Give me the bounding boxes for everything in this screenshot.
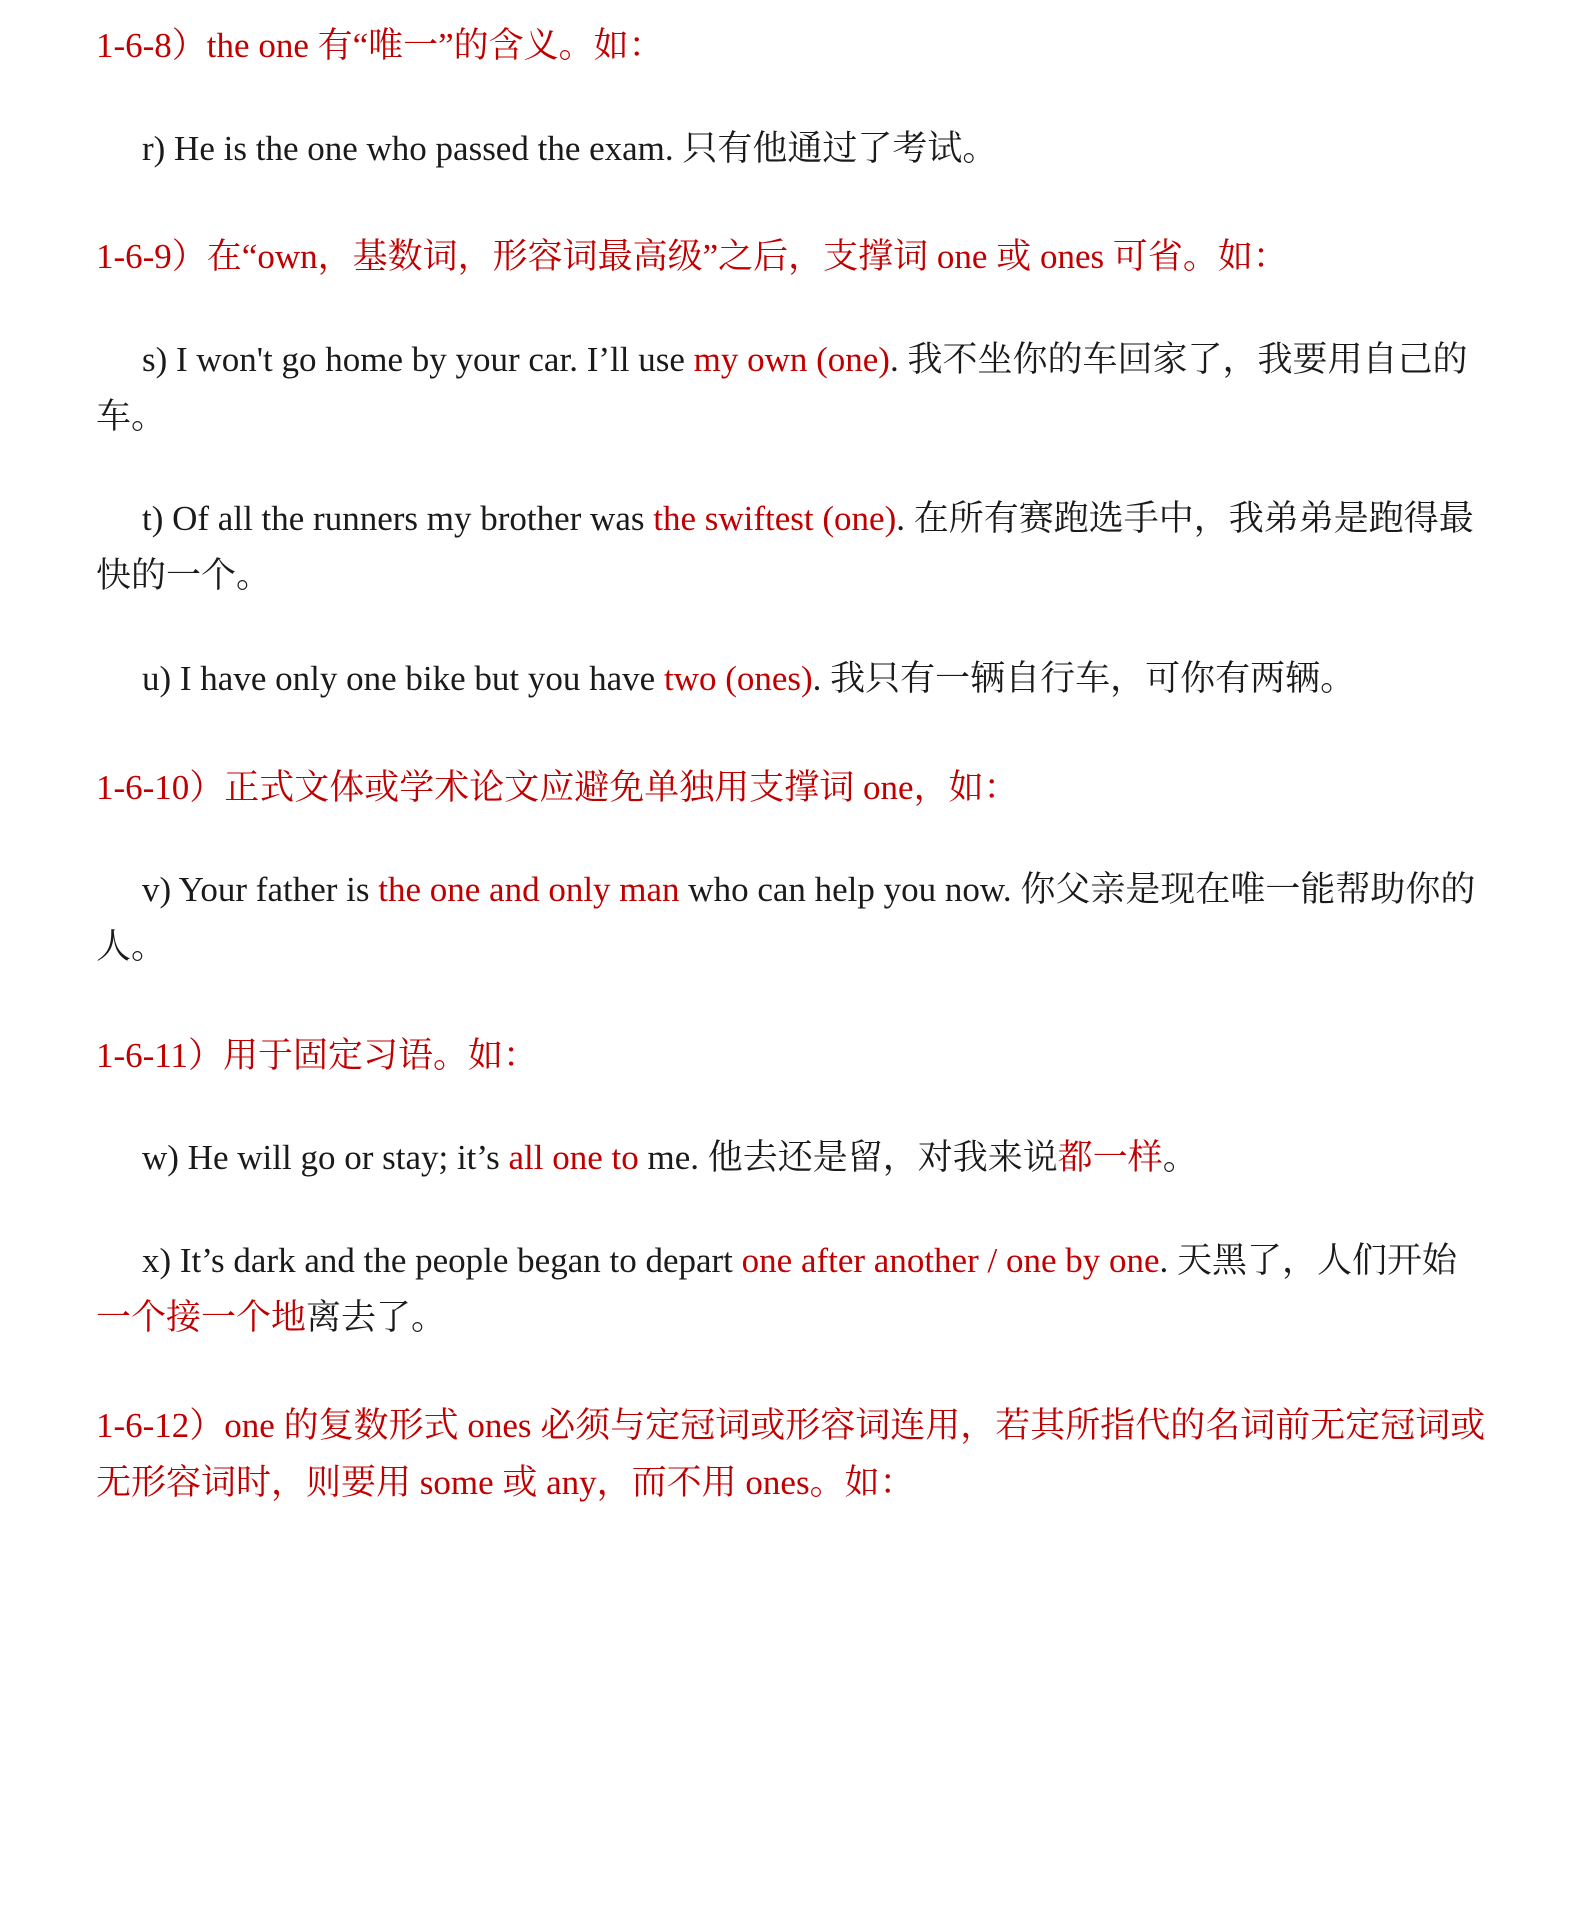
example-t-run-1: the swiftest (one) bbox=[653, 499, 897, 539]
rule-1-6-9 bbox=[96, 229, 1491, 286]
example-w-run-0: w) He will go or stay; it’s bbox=[142, 1138, 509, 1178]
example-w bbox=[96, 1130, 1491, 1187]
paragraph-spacer bbox=[96, 976, 1491, 1028]
example-x-run-3: 一个接一个地 bbox=[96, 1297, 307, 1337]
example-x-run-0: x) It’s dark and the people began to depart bbox=[142, 1240, 742, 1280]
rule-1-6-8 bbox=[96, 18, 1491, 75]
rule-1-6-8-run-0: 1-6-8）the one 有“唯一”的含义。如： bbox=[96, 26, 664, 65]
example-r-run-0: r) He is the one who passed the exam. 只有他通过了考试。 bbox=[142, 128, 998, 168]
example-x-run-4: 离去了。 bbox=[306, 1297, 447, 1337]
rule-1-6-9-run-0: 1-6-9）在“own，基数词，形容词最高级”之后，支撑词 one 或 ones 可省。如： bbox=[96, 237, 1288, 277]
paragraph-spacer bbox=[96, 177, 1491, 229]
example-s-run-0: s) I won't go home by your car. I’ll use bbox=[142, 340, 694, 380]
example-t bbox=[96, 491, 1491, 604]
example-w-run-1: all one to bbox=[508, 1138, 639, 1178]
rule-1-6-12-run-0: 1-6-12）one 的复数形式 ones 必须与定冠词或形容词连用，若其所指代的名词前无定冠词或无形容词时，则要用 some 或 any，而不用 ones。如： bbox=[96, 1406, 1486, 1502]
example-x-run-2: . 天黑了，人们开始 bbox=[1159, 1240, 1458, 1280]
example-r bbox=[96, 121, 1491, 178]
example-u-run-2: . 我只有一辆自行车，可你有两辆。 bbox=[812, 658, 1356, 698]
document-body bbox=[96, 18, 1491, 1512]
example-w-run-3: 都一样 bbox=[1057, 1138, 1163, 1178]
example-v-run-2: who can help you now. 你父亲是现在唯一能帮助你的人。 bbox=[96, 870, 1476, 966]
paragraph-spacer bbox=[96, 445, 1491, 491]
example-s-run-2: . 我不坐你的车回家了，我要用自己的车。 bbox=[96, 340, 1468, 436]
rule-1-6-11 bbox=[96, 1028, 1491, 1085]
rule-1-6-10-run-0: 1-6-10）正式文体或学术论文应避免单独用支撑词 one，如： bbox=[96, 767, 1019, 807]
example-u-run-1: two (ones) bbox=[663, 658, 813, 698]
example-s bbox=[96, 332, 1491, 445]
paragraph-spacer bbox=[96, 1346, 1491, 1398]
rule-1-6-12 bbox=[96, 1398, 1491, 1511]
rule-1-6-11-run-0: 1-6-11）用于固定习语。如： bbox=[96, 1035, 539, 1075]
example-v-run-0: v) Your father is bbox=[142, 870, 379, 910]
example-u-run-0: u) I have only one bike but you have bbox=[142, 658, 664, 698]
paragraph-spacer bbox=[96, 75, 1491, 121]
paragraph-spacer bbox=[96, 1084, 1491, 1130]
paragraph-spacer bbox=[96, 816, 1491, 862]
paragraph-spacer bbox=[96, 286, 1491, 332]
paragraph-spacer bbox=[96, 605, 1491, 651]
example-u bbox=[96, 651, 1491, 708]
paragraph-spacer bbox=[96, 708, 1491, 760]
example-w-run-2: me. 他去还是留，对我来说 bbox=[638, 1138, 1058, 1178]
example-x-run-1: one after another / one by one bbox=[741, 1240, 1160, 1280]
example-x bbox=[96, 1233, 1491, 1346]
example-t-run-2: . 在所有赛跑选手中，我弟弟是跑得最快的一个。 bbox=[96, 499, 1474, 596]
example-s-run-1: my own (one) bbox=[693, 340, 890, 380]
paragraph-spacer bbox=[96, 1187, 1491, 1233]
example-t-run-0: t) Of all the runners my brother was bbox=[142, 499, 654, 539]
rule-1-6-10 bbox=[96, 760, 1491, 817]
example-v bbox=[96, 862, 1491, 975]
example-v-run-1: the one and only man bbox=[378, 870, 680, 910]
example-w-run-4: 。 bbox=[1162, 1138, 1198, 1178]
